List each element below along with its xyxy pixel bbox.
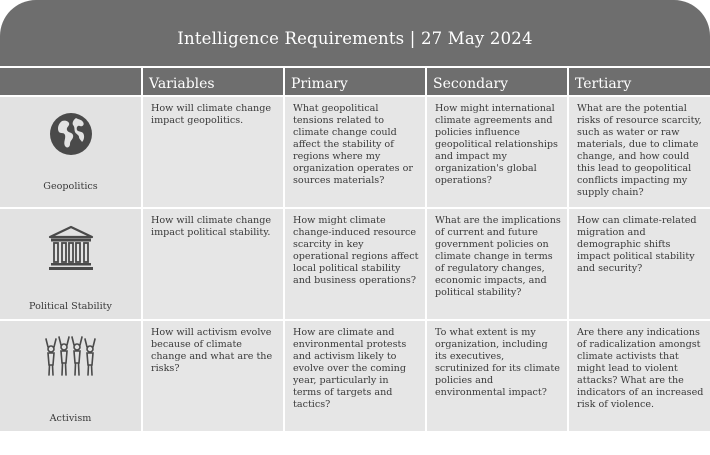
column-header-blank <box>0 68 142 96</box>
column-header-variables: Variables <box>142 68 284 96</box>
table-row <box>0 320 710 432</box>
primary-cell: How are climate and environmental protests and activism likely to evolve over the coming year, particularly in terms of targets and tactics? <box>284 320 426 432</box>
row-label-cell <box>0 208 142 320</box>
page-title: Intelligence Requirements | 27 May 2024 <box>177 28 533 48</box>
primary-cell: How might climate change-induced resource scarcity in key operational regions affect local political stability and business operations? <box>284 208 426 320</box>
requirements-table <box>0 68 710 433</box>
tertiary-cell: What are the potential risks of resource scarcity, such as water or raw materials, due to climate change, and how could this lead to geopolitical conflicts impacting my supply chain? <box>568 96 710 208</box>
table-row <box>0 96 710 208</box>
row-label-political-stability: Political Stability <box>29 301 112 312</box>
row-label-cell <box>0 96 142 208</box>
column-header-tertiary: Tertiary <box>568 68 710 96</box>
row-label-cell <box>0 320 142 432</box>
header-row <box>0 68 710 96</box>
globe-icon <box>48 111 94 157</box>
secondary-cell: What are the implications of current and future government policies on climate change in terms of regulatory changes, economic impacts, and political stability? <box>426 208 568 320</box>
variables-cell: How will climate change impact political stability. <box>142 208 284 320</box>
secondary-cell: To what extent is my organization, including its executives, scrutinized for its climate policies and environmental impact? <box>426 320 568 432</box>
tertiary-cell: Are there any indications of radicalization amongst climate activists that might lead to violent attacks? What are the indicators of an increased risk of violence. <box>568 320 710 432</box>
government-building-icon <box>46 223 96 273</box>
tertiary-cell: How can climate-related migration and demographic shifts impact political stability and security? <box>568 208 710 320</box>
primary-cell: What geopolitical tensions related to climate change could affect the stability of regions where my organization operates or sources materials? <box>284 96 426 208</box>
secondary-cell: How might international climate agreements and policies influence geopolitical relationships and impact my organization's global operations? <box>426 96 568 208</box>
row-label-activism: Activism <box>49 413 92 424</box>
title-banner <box>0 0 710 66</box>
column-header-secondary: Secondary <box>426 68 568 96</box>
column-header-primary: Primary <box>284 68 426 96</box>
variables-cell: How will climate change impact geopolitics. <box>142 96 284 208</box>
row-label-geopolitics: Geopolitics <box>43 181 98 192</box>
variables-cell: How will activism evolve because of climate change and what are the risks? <box>142 320 284 432</box>
protesters-icon <box>43 335 99 381</box>
table-row <box>0 208 710 320</box>
